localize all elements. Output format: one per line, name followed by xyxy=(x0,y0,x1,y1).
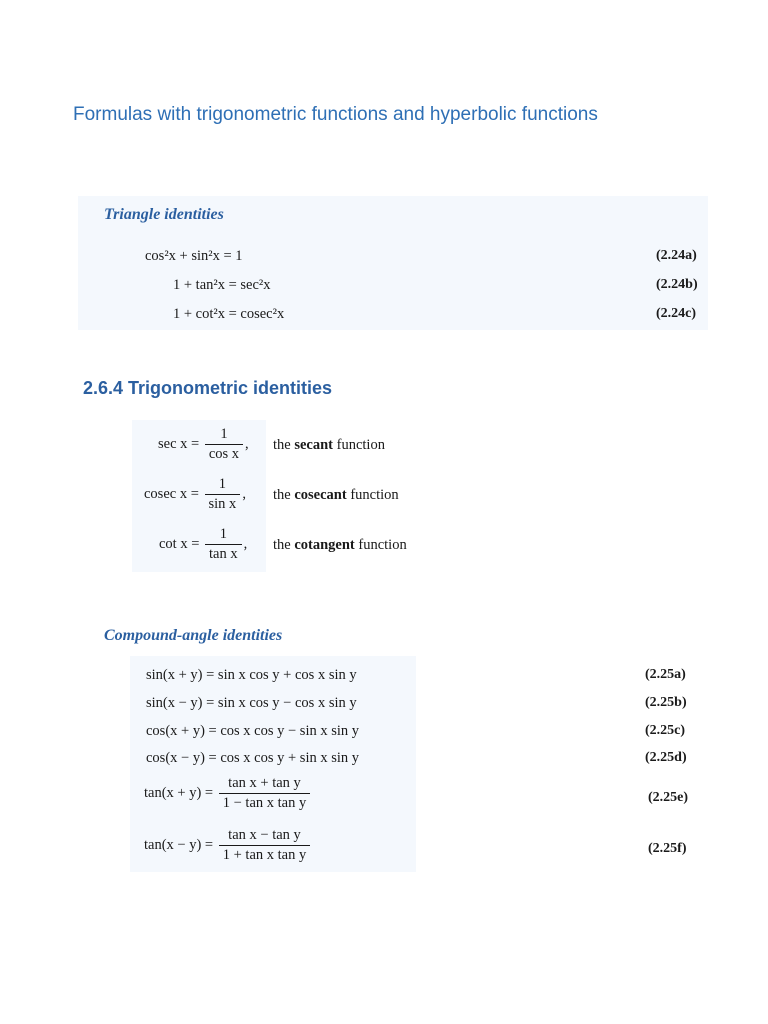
cosecant-identity: cosec x = $\frac{1}{\text{sin x}}$ , xyxy=(144,476,246,512)
triangle-eq-1 xyxy=(145,248,243,265)
cotangent-lhs: cot x = xyxy=(159,535,200,552)
compound-heading: Compound-angle identities xyxy=(104,627,283,644)
fraction-denominator: 1 + tan x tan y xyxy=(222,847,307,863)
cotangent-fraction xyxy=(205,526,242,563)
triangle-eq-1-text: cos²x + sin²x = 1 xyxy=(145,248,243,264)
eq-number: (2.25e) xyxy=(648,790,689,805)
eq-number: (2.24c) xyxy=(656,306,697,321)
eq-number: (2.24a) xyxy=(656,248,697,263)
eq-number: (2.25f) xyxy=(648,841,687,856)
eq-number: (2.25a) xyxy=(645,667,686,682)
triangle-heading: Triangle identities xyxy=(104,206,224,223)
cosecant-description: the cosecant function xyxy=(273,487,399,503)
fraction-numerator: 1 xyxy=(205,476,241,495)
fraction-denominator: sin x xyxy=(208,496,237,512)
cosecant-lhs: cosec x = xyxy=(144,485,199,502)
secant-description: the secant function xyxy=(273,437,385,453)
trig-heading: 2.6.4 Trigonometric identities xyxy=(83,378,333,398)
triangle-eq-3-text: 1 + cot²x = cosec²x xyxy=(173,306,285,322)
secant-fraction xyxy=(205,426,243,463)
compound-eq: cos(x − y) = cos x cos y + sin x sin y xyxy=(146,750,360,766)
tangent-difference-fraction xyxy=(219,827,310,864)
secant-identity: sec x = $\frac{1}{\text{cos x}}$ , xyxy=(158,426,249,462)
tangent-sum-fraction xyxy=(219,775,310,812)
eq-number: (2.25c) xyxy=(645,723,686,738)
eq-number: (2.25d) xyxy=(645,750,687,765)
compound-eq: sin(x − y) = sin x cos y − cos x sin y xyxy=(146,695,357,711)
fraction-numerator: 1 xyxy=(205,426,243,445)
cosecant-fraction xyxy=(205,476,241,513)
tangent-sum-lhs: tan(x + y) = xyxy=(144,784,214,801)
triangle-eq-3 xyxy=(173,306,284,323)
eq-number: (2.25b) xyxy=(645,695,687,710)
compound-eq: cos(x + y) = cos x cos y − sin x sin y xyxy=(146,723,360,739)
compound-eq: sin(x + y) = sin x cos y + cos x sin y xyxy=(146,667,357,683)
tangent-sum-identity xyxy=(144,775,312,812)
secant-lhs: sec x = xyxy=(158,435,200,452)
page-title: Formulas with trigonometric functions and hyperbolic functions xyxy=(73,104,598,125)
triangle-eq-2-text: 1 + tan²x = sec²x xyxy=(173,277,271,293)
fraction-numerator: tan x + tan y xyxy=(219,775,310,794)
cotangent-description: the cotangent function xyxy=(273,537,407,553)
fraction-denominator: cos x xyxy=(208,446,240,462)
fraction-numerator: 1 xyxy=(205,526,242,545)
triangle-eq-2 xyxy=(173,277,271,294)
fraction-denominator: 1 − tan x tan y xyxy=(222,795,307,811)
fraction-numerator: tan x − tan y xyxy=(219,827,310,846)
cotangent-identity: cot x = $\frac{1}{\text{tan x}}$ , xyxy=(159,526,248,562)
tangent-difference-identity xyxy=(144,827,312,864)
fraction-denominator: tan x xyxy=(209,546,238,562)
tangent-difference-lhs: tan(x − y) = xyxy=(144,836,214,853)
eq-number: (2.24b) xyxy=(656,277,698,292)
